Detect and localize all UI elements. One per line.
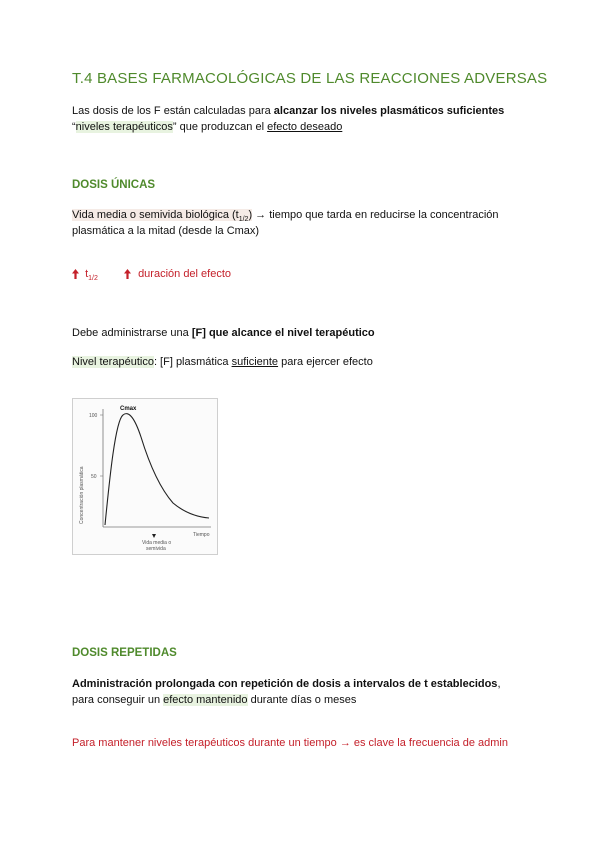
x-axis-label: Tiempo xyxy=(193,532,210,538)
page-title: T.4 BASES FARMACOLÓGICAS DE LAS REACCIONES ADVERSAS xyxy=(72,70,548,87)
intro-line-2 xyxy=(72,119,342,135)
frecuencia-admin-note: Para mantener niveles terapéuticos durante un tiempo → es clave la frecuencia de admin xyxy=(72,737,508,749)
intro-text: Las dosis de los F están calculadas para xyxy=(72,105,274,117)
dosis-repetidas-heading: DOSIS REPETIDAS xyxy=(72,647,177,659)
dosis-repetidas-line-2: para conseguir un efecto mantenido durante días o meses xyxy=(72,694,357,706)
marker-label-line1: Vida media o xyxy=(142,540,172,546)
niveles-terapeuticos-highlight: niveles terapéuticos xyxy=(75,121,173,133)
arrow-up-icon xyxy=(72,269,79,279)
intro-line2-text: ” que produzcan el xyxy=(172,121,268,133)
nivel-terapeutico-line: Nivel terapéutico: [F] plasmática suficiente para ejercer efecto xyxy=(72,356,373,368)
y-tick-100: 100 xyxy=(89,413,98,419)
debe-administrarse-line: Debe administrarse una [F] que alcance el nivel terapéutico xyxy=(72,327,375,339)
y-axis-label: Concentración plasmática xyxy=(79,466,85,524)
cmax-label: Cmax xyxy=(120,406,137,412)
intro-line-1 xyxy=(72,103,504,119)
concentration-curve-graph xyxy=(73,399,217,554)
vida-media-highlight: Vida media o semivida biológica $(t_{1/2})$ xyxy=(72,209,253,224)
half-life-marker-icon xyxy=(152,534,156,538)
dosis-unicas-heading: DOSIS ÚNICAS xyxy=(72,179,156,191)
duracion-efecto-increase: duración del efecto xyxy=(124,266,231,282)
arrow-up-icon xyxy=(124,269,131,279)
marker-label-line2: semivida xyxy=(146,546,166,552)
suficiente-text: suficiente xyxy=(231,356,279,368)
y-tick-50: 50 xyxy=(91,474,97,480)
vida-media-line-2: plasmática a la mitad (desde la Cmax) xyxy=(72,225,260,237)
dosis-repetidas-line-1: Administración prolongada con repetición de dosis a intervalos de t establecidos, xyxy=(72,678,501,690)
concentration-time-figure xyxy=(72,398,218,555)
t-half-increase: $t_{1/2}$ xyxy=(72,266,98,287)
concentration-curve xyxy=(105,414,209,525)
nivel-terapeutico-highlight: Nivel terapéutico xyxy=(72,356,154,368)
efecto-deseado-text: efecto deseado xyxy=(267,121,343,133)
open-quote: “ xyxy=(72,121,76,133)
vida-media-definition: → tiempo que tarda en reducirse la concentración xyxy=(252,209,499,221)
efecto-mantenido-highlight: efecto mantenido xyxy=(163,694,248,706)
intro-bold-text: alcanzar los niveles plasmáticos suficientes xyxy=(273,105,505,117)
